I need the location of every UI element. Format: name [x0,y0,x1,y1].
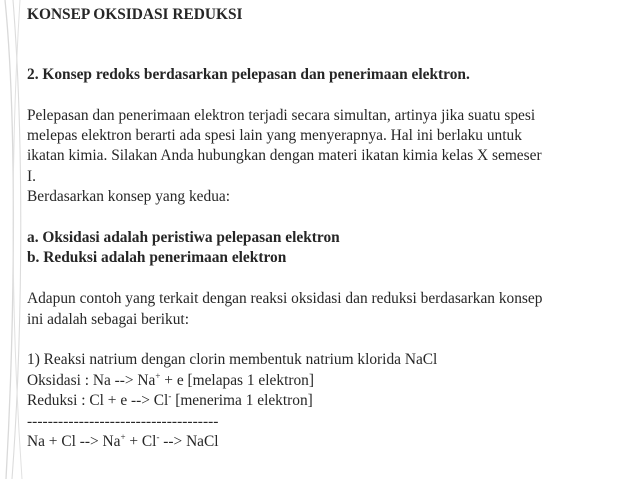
paragraph-line: melepas elektron berarti ada spesi lain yang menyerapnya. Hal ini berlaku untuk [27,127,522,144]
decorative-curves [0,0,30,479]
oxidation-equation: Oksidasi : Na --> Na+ + e [melapas 1 elektron] [27,370,314,389]
slide-content [27,5,627,452]
slide-title: KONSEP OKSIDASI REDUKSI [27,6,243,23]
example-1-title: 1) Reaksi natrium dengan clorin membentuk natrium klorida NaCl [27,351,438,369]
reduction-equation: Reduksi : Cl + e --> Cl- [menerima 1 elektron] [27,391,313,410]
paragraph-line: I. [27,167,36,185]
paragraph-line: Pelepasan dan penerimaan elektron terjadi secara simultan, artinya jika suatu spesi [27,106,536,124]
example-intro-line: ini adalah sebagai berikut: [27,310,189,328]
concept-intro: Berdasarkan konsep yang kedua: [27,188,231,206]
overall-equation: Na + Cl --> Na+ + Cl- --> NaCl [27,432,219,451]
example-intro-line: Adapun contoh yang terkait dengan reaksi oksidasi dan reduksi berdasarkan konsep [27,290,543,308]
paragraph-line: ikatan kimia. Silakan Anda hubungkan dengan materi ikatan kimia kelas X semeser [27,147,542,165]
separator-line: ------------------------------------- [27,412,219,430]
definition-reduction: b. Reduksi adalah penerimaan elektron [27,249,287,267]
section-heading: 2. Konsep redoks berdasarkan pelepasan dan penerimaan elektron. [27,65,470,83]
definition-oxidation: a. Oksidasi adalah peristiwa pelepasan elektron [27,229,340,247]
